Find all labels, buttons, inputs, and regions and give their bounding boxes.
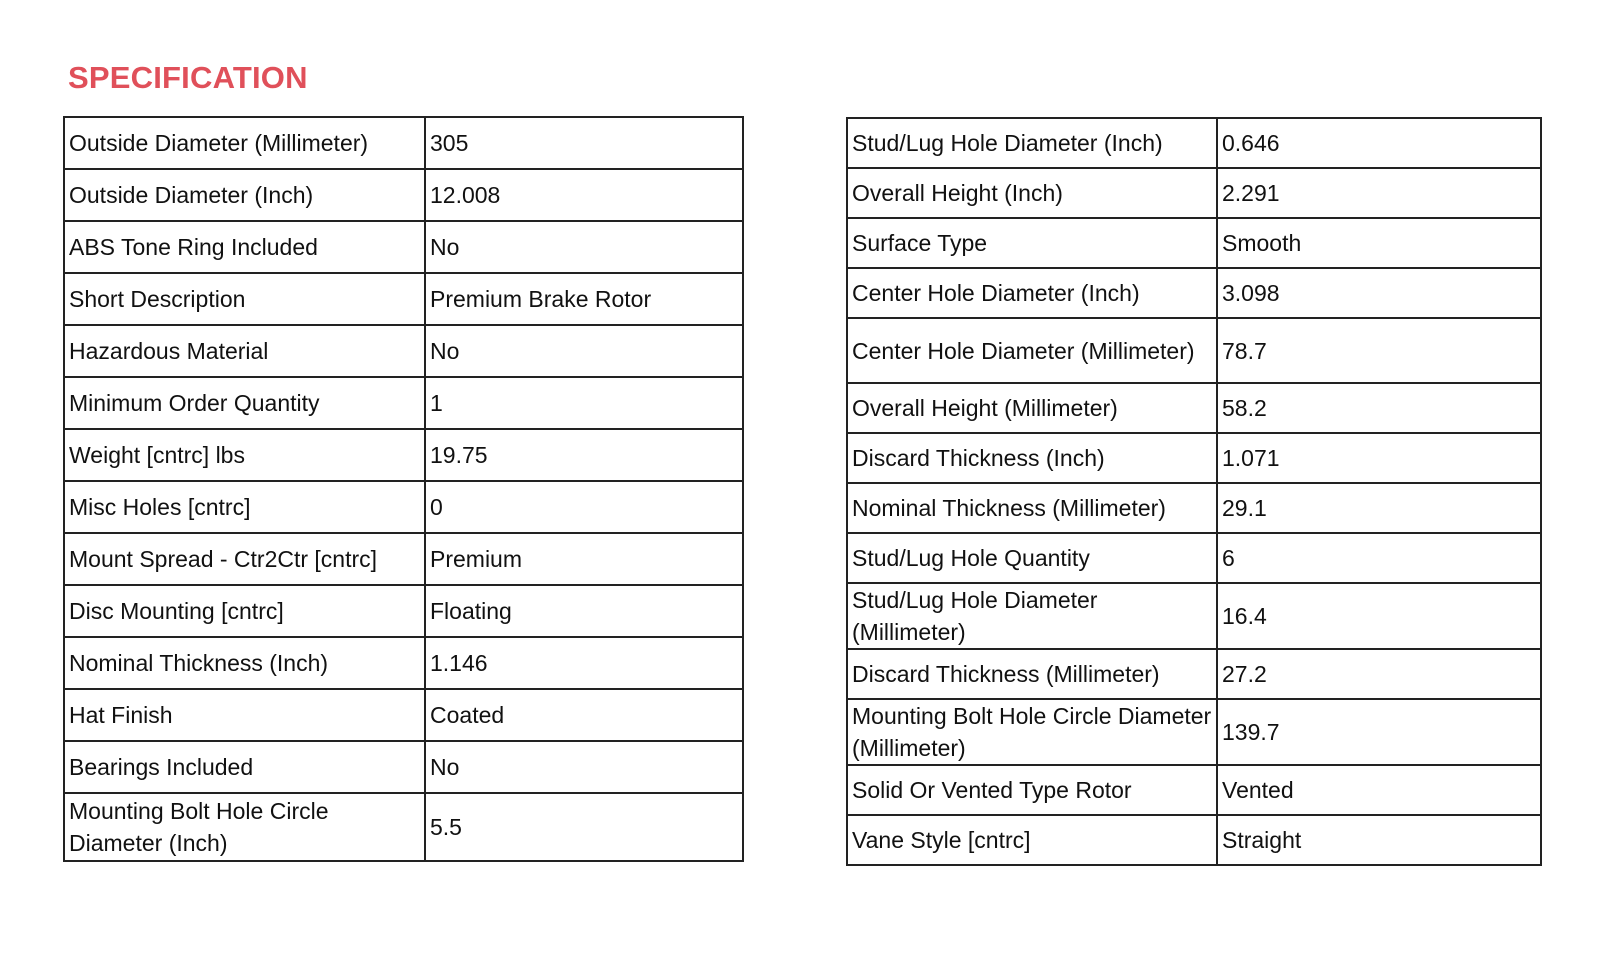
spec-value: 1.146 [425,637,743,689]
spec-label: Stud/Lug Hole Diameter (Inch) [847,118,1217,168]
spec-label: Stud/Lug Hole Diameter (Millimeter) [847,583,1217,649]
spec-value: 16.4 [1217,583,1541,649]
spec-label: Hat Finish [64,689,425,741]
table-row [64,273,743,325]
spec-value: Coated [425,689,743,741]
spec-label: Vane Style [cntrc] [847,815,1217,865]
table-row [64,793,743,861]
table-row [847,433,1541,483]
spec-label: Nominal Thickness (Inch) [64,637,425,689]
table-row [64,741,743,793]
table-row [64,117,743,169]
spec-value: 0 [425,481,743,533]
spec-value: No [425,325,743,377]
spec-label: Discard Thickness (Millimeter) [847,649,1217,699]
spec-value: 2.291 [1217,168,1541,218]
spec-label: Minimum Order Quantity [64,377,425,429]
spec-label: Overall Height (Millimeter) [847,383,1217,433]
spec-value: Premium Brake Rotor [425,273,743,325]
spec-value: 29.1 [1217,483,1541,533]
spec-value: 27.2 [1217,649,1541,699]
spec-label: Weight [cntrc] lbs [64,429,425,481]
table-row [847,383,1541,433]
table-row [847,168,1541,218]
spec-value: Straight [1217,815,1541,865]
table-row [64,221,743,273]
spec-label: Overall Height (Inch) [847,168,1217,218]
spec-value: 5.5 [425,793,743,861]
spec-label: Discard Thickness (Inch) [847,433,1217,483]
table-row [847,218,1541,268]
spec-value: Smooth [1217,218,1541,268]
table-row [64,585,743,637]
table-row [847,118,1541,168]
table-row [64,429,743,481]
table-row [64,637,743,689]
table-row [64,533,743,585]
spec-value: Floating [425,585,743,637]
spec-label: Nominal Thickness (Millimeter) [847,483,1217,533]
table-row [64,481,743,533]
spec-label: Outside Diameter (Inch) [64,169,425,221]
spec-value: 0.646 [1217,118,1541,168]
spec-value: 58.2 [1217,383,1541,433]
table-row [847,533,1541,583]
spec-label: Surface Type [847,218,1217,268]
spec-label: Misc Holes [cntrc] [64,481,425,533]
table-row [847,268,1541,318]
spec-value: Vented [1217,765,1541,815]
table-row [847,583,1541,649]
table-row [64,325,743,377]
table-row [847,483,1541,533]
table-row [847,765,1541,815]
page-title: SPECIFICATION [68,60,308,95]
spec-label: Bearings Included [64,741,425,793]
spec-value: 139.7 [1217,699,1541,765]
spec-value: 1.071 [1217,433,1541,483]
spec-value: 3.098 [1217,268,1541,318]
table-row [847,649,1541,699]
spec-label: Mounting Bolt Hole Circle Diameter (Inch) [64,793,425,861]
spec-label: Disc Mounting [cntrc] [64,585,425,637]
table-row [64,169,743,221]
table-row [64,689,743,741]
table-row [64,377,743,429]
spec-table-left [63,116,744,862]
spec-value: 12.008 [425,169,743,221]
spec-value: No [425,221,743,273]
spec-label: Center Hole Diameter (Millimeter) [847,318,1217,383]
spec-value: 78.7 [1217,318,1541,383]
spec-label: Outside Diameter (Millimeter) [64,117,425,169]
spec-value: 305 [425,117,743,169]
spec-value: No [425,741,743,793]
spec-label: Stud/Lug Hole Quantity [847,533,1217,583]
table-row [847,699,1541,765]
spec-value: 1 [425,377,743,429]
spec-value: 19.75 [425,429,743,481]
spec-label: Mount Spread - Ctr2Ctr [cntrc] [64,533,425,585]
spec-label: Short Description [64,273,425,325]
spec-label: Solid Or Vented Type Rotor [847,765,1217,815]
table-row [847,815,1541,865]
spec-value: Premium [425,533,743,585]
spec-label: Center Hole Diameter (Inch) [847,268,1217,318]
spec-label: Hazardous Material [64,325,425,377]
spec-table-right [846,117,1542,866]
spec-label: Mounting Bolt Hole Circle Diameter (Millimeter) [847,699,1217,765]
spec-value: 6 [1217,533,1541,583]
spec-label: ABS Tone Ring Included [64,221,425,273]
table-row [847,318,1541,383]
